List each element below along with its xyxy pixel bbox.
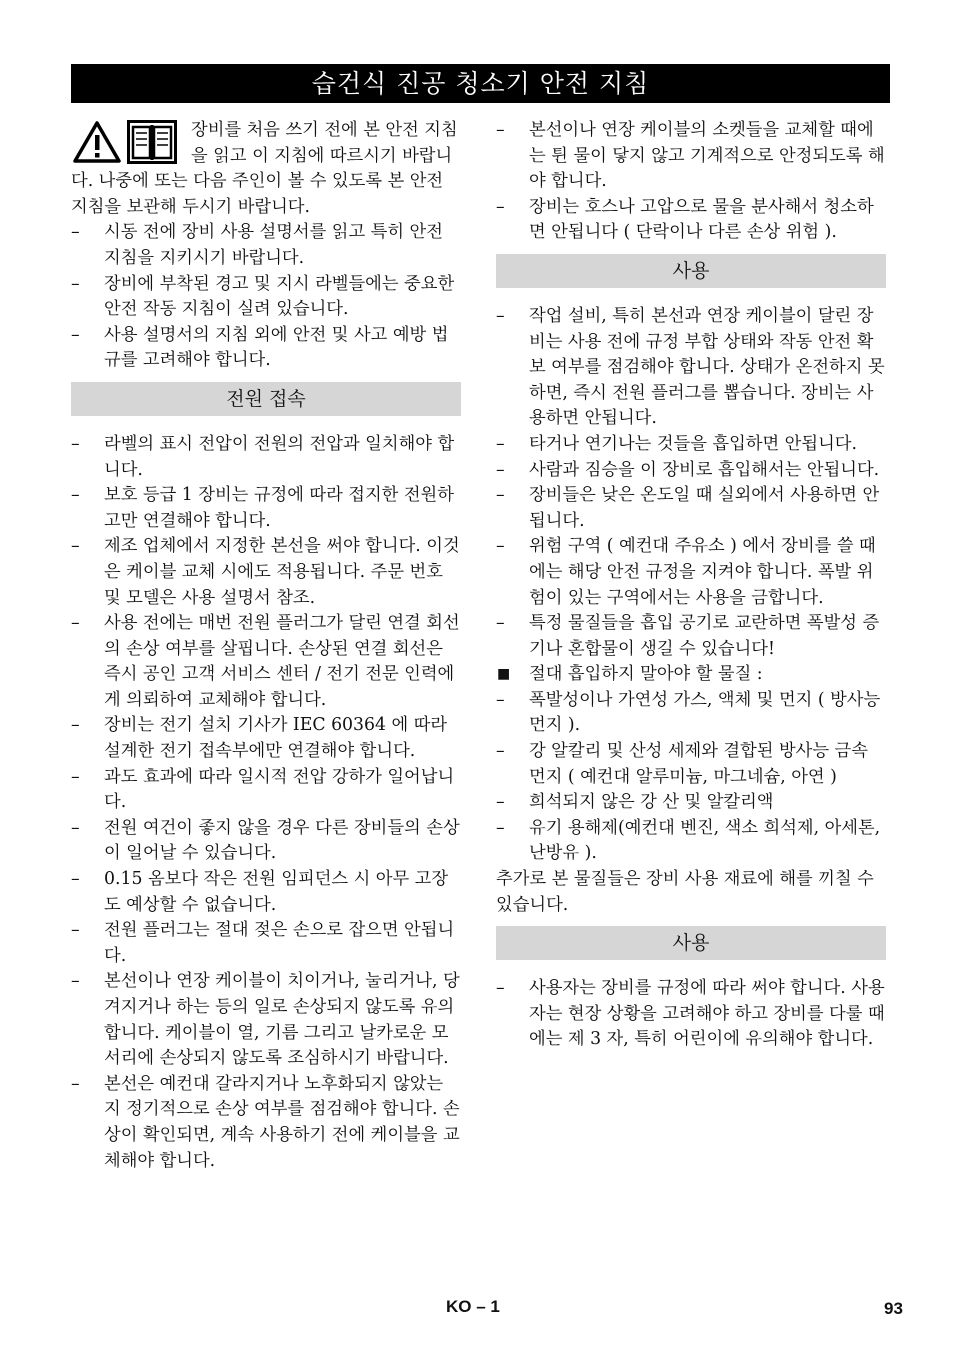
list-item: – 0.15 옴보다 작은 전원 임피던스 시 아무 고장도 예상할 수 없습니다. xyxy=(71,867,461,918)
section-heading-usage: 사용 xyxy=(496,254,886,288)
footer-section-code: KO – 1 xyxy=(446,1297,500,1316)
list-item: – 특정 물질들을 흡입 공기로 교란하면 폭발성 증기나 혼합물이 생길 수 있습니다! xyxy=(496,611,886,662)
list-item: – 본선은 예컨대 갈라지거나 노후화되지 않았는 지 정기적으로 손상 여부를 점검해야 합니다. 손상이 확인되면, 계속 사용하기 전에 케이블을 교체해야 합니다. xyxy=(71,1072,461,1174)
list-item: – 장비에 부착된 경고 및 지시 라벨들에는 중요한 안전 작동 지침이 실려 있습니다. xyxy=(71,272,461,323)
list-item: – 본선이나 연장 케이블의 소켓들을 교체할 때에는 튄 물이 닿지 않고 기계적으로 안정되도록 해야 합니다. xyxy=(496,118,886,195)
intro-text: 장비를 처음 쓰기 전에 본 안전 지침을 읽고 이 지침에 따르시기 바랍니다. 나중에 또는 다음 주인이 볼 수 있도록 본 안전 지침을 보관해 두시기 바랍니다. xyxy=(71,120,458,217)
list-item: – 전원 여건이 좋지 않을 경우 다른 장비들의 손상이 일어날 수 있습니다. xyxy=(71,816,461,867)
power-list xyxy=(71,432,461,1174)
list-item: – 장비들은 낮은 온도일 때 실외에서 사용하면 안됩니다. xyxy=(496,483,886,534)
right-column xyxy=(496,118,886,1053)
list-item: – 제조 업체에서 지정한 본선을 써야 합니다. 이것은 케이블 교체 시에도 적용됩니다. 주문 번호 및 모델은 사용 설명서 참조. xyxy=(71,534,461,611)
list-item: – 라벨의 표시 전압이 전원의 전압과 일치해야 합니다. xyxy=(71,432,461,483)
list-item: – 강 알칼리 및 산성 세제와 결합된 방사능 금속 먼지 ( 예컨대 알루미늄, 마그네슘, 아연 ) xyxy=(496,739,886,790)
list-item: – 전원 플러그는 절대 젖은 손으로 잡으면 안됩니다. xyxy=(71,918,461,969)
power-list-continued xyxy=(496,118,886,246)
intro-block xyxy=(71,118,461,220)
usage-note: 추가로 본 물질들은 장비 사용 재료에 해를 끼칠 수 있습니다. xyxy=(496,869,874,915)
list-item: – 과도 효과에 따라 일시적 전압 강하가 일어납니다. xyxy=(71,765,461,816)
list-item: – 사람과 짐승을 이 장비로 흡입해서는 안됩니다. xyxy=(496,458,886,484)
list-item: – 사용자는 장비를 규정에 따라 써야 합니다. 사용자는 현장 상황을 고려해야 하고 장비를 다룰 때에는 제 3 자, 특히 어린이에 유의해야 합니다. xyxy=(496,976,886,1053)
intro-list xyxy=(71,220,461,374)
list-item: – 타거나 연기나는 것들을 흡입하면 안됩니다. xyxy=(496,432,886,458)
list-item: – 본선이나 연장 케이블이 치이거나, 눌리거나, 당겨지거나 하는 등의 일로 손상되지 않도록 유의합니다. 케이블이 열, 기름 그리고 날카로운 모서리에 손상되지 않도록 조심하시기 바랍니다. xyxy=(71,969,461,1071)
list-item: – 장비는 전기 설치 기사가 IEC 60364 에 따라 설계한 전기 접속부에만 연결해야 합니다. xyxy=(71,713,461,764)
list-item: – 장비는 호스나 고압으로 물을 분사해서 청소하면 안됩니다 ( 단락이나 다른 손상 위험 ). xyxy=(496,195,886,246)
left-column xyxy=(71,118,461,1174)
list-item: – 사용 설명서의 지침 외에 안전 및 사고 예방 법규를 고려해야 합니다. xyxy=(71,323,461,374)
page-title: 습건식 진공 청소기 안전 지침 xyxy=(71,64,890,103)
square-bullet-item: ■ 절대 흡입하지 말아야 할 물질 : xyxy=(496,662,886,688)
list-item: – 보호 등급 1 장비는 규정에 따라 접지한 전원하고만 연결해야 합니다. xyxy=(71,483,461,534)
read-manual-book-icon xyxy=(127,120,177,164)
warning-triangle-icon xyxy=(73,120,121,164)
list-item: – 사용 전에는 매번 전원 플러그가 달린 연결 회선의 손상 여부를 살핍니다. 손상된 연결 회선은 즉시 공인 고객 서비스 센터 / 전기 전문 인력에게 의뢰하여 교체해야 합니다. xyxy=(71,611,461,713)
usage-list-2 xyxy=(496,976,886,1053)
section-heading-power: 전원 접속 xyxy=(71,382,461,416)
list-item: – 폭발성이나 가연성 가스, 액체 및 먼지 ( 방사능 먼지 ). xyxy=(496,688,886,739)
list-item: – 위험 구역 ( 예컨대 주유소 ) 에서 장비를 쓸 때에는 해당 안전 규정을 지켜야 합니다. 폭발 위험이 있는 구역에서는 사용을 금합니다. xyxy=(496,534,886,611)
list-item: – 유기 용해제(예컨대 벤진, 색소 희석제, 아세톤, 난방유 ). xyxy=(496,816,886,867)
safety-icons xyxy=(73,118,177,164)
list-item: – 작업 설비, 특히 본선과 연장 케이블이 달린 장비는 사용 전에 규정 부합 상태와 작동 안전 확보 여부를 점검해야 합니다. 상태가 온전하지 못하면, 즉시 전원 플러그를 뽑습니다. 장비는 사용하면 안됩니다. xyxy=(496,304,886,432)
section-heading-usage-2: 사용 xyxy=(496,926,886,960)
list-item: – 시동 전에 장비 사용 설명서를 읽고 특히 안전 지침을 지키시기 바랍니다. xyxy=(71,220,461,271)
list-item: – 희석되지 않은 강 산 및 알칼리액 xyxy=(496,790,886,816)
footer-page-number: 93 xyxy=(884,1299,903,1318)
usage-list xyxy=(496,304,886,867)
